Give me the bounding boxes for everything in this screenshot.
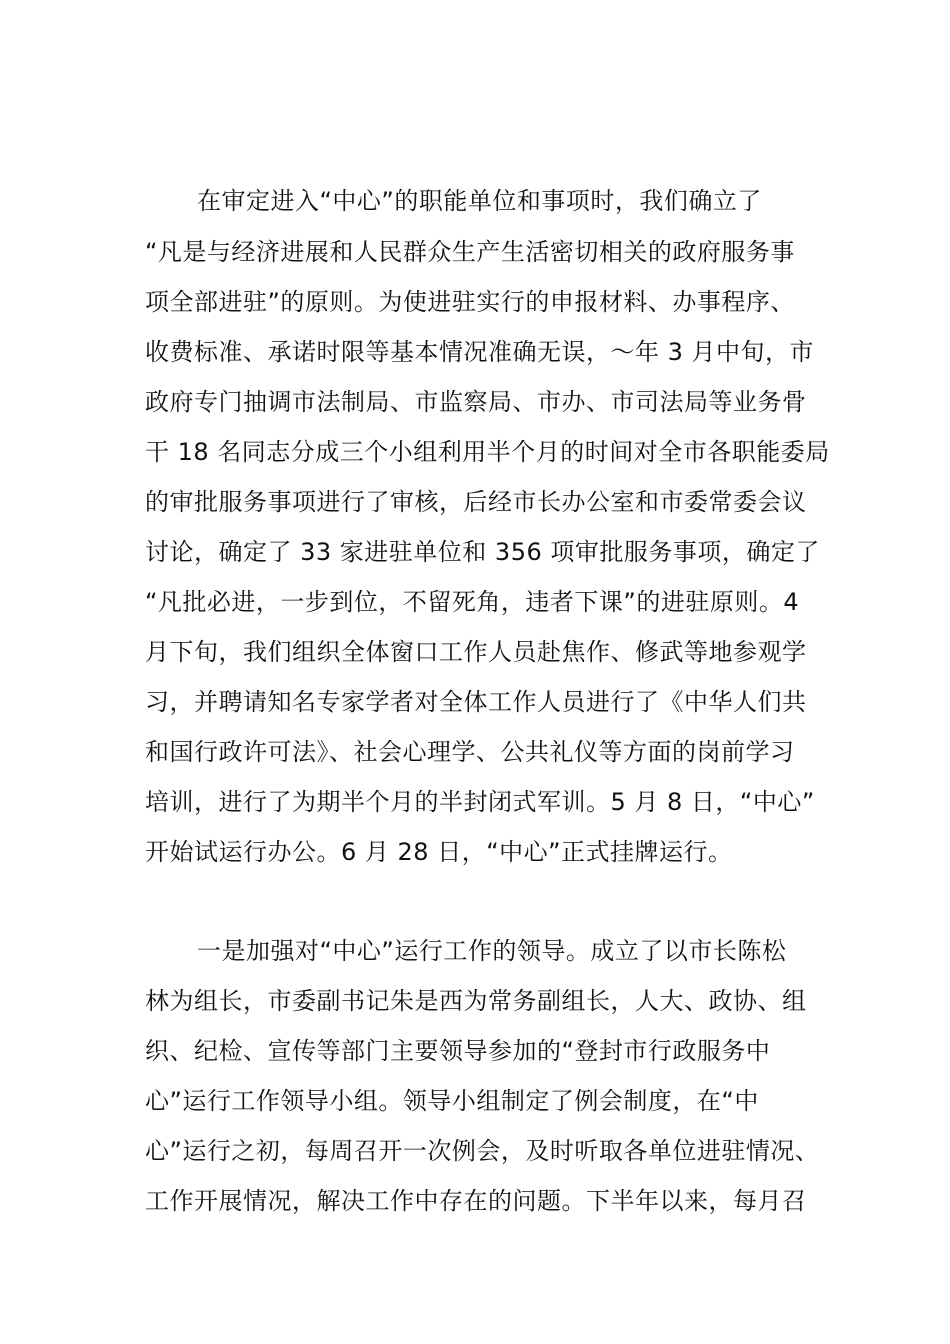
- paragraph-1-line-5: 政府专门抽调市法制局、市监察局、市办、市司法局等业务骨: [145, 388, 807, 416]
- paragraph-1-line-9: “凡批必进，一步到位，不留死角，违者下课”的进驻原则。4: [145, 588, 800, 616]
- paragraph-1-line-11: 习，并聘请知名专家学者对全体工作人员进行了《中华人们共: [145, 688, 807, 716]
- paragraph-1-line-10: 月下旬，我们组织全体窗口工作人员赴焦作、修武等地参观学: [145, 638, 807, 666]
- paragraph-1-line-1: 在审定进入“中心”的职能单位和事项时，我们确立了: [197, 187, 762, 215]
- paragraph-1-line-3: 项全部进驻”的原则。为使进驻实行的申报材料、办事程序、: [145, 288, 795, 316]
- paragraph-2-line-1: 一是加强对“中心”运行工作的领导。成立了以市长陈松: [197, 937, 787, 965]
- paragraph-1-line-13: 培训，进行了为期半个月的半封闭式军训。5 月 8 日，“中心”: [145, 788, 815, 816]
- paragraph-1-line-4: 收费标准、承诺时限等基本情况准确无误，～年 3 月中旬，市: [145, 338, 815, 366]
- paragraph-1-line-7: 的审批服务事项进行了审核，后经市长办公室和市委常委会议: [145, 488, 807, 516]
- paragraph-2-line-3: 织、纪检、宣传等部门主要领导参加的“登封市行政服务中: [145, 1037, 771, 1065]
- paragraph-2-line-2: 林为组长，市委副书记朱是西为常务副组长，人大、政协、组: [145, 987, 807, 1015]
- paragraph-1-line-8: 讨论，确定了 33 家进驻单位和 356 项审批服务事项，确定了: [145, 538, 820, 566]
- paragraph-1-line-2: “凡是与经济进展和人民群众生产生活密切相关的政府服务事: [145, 238, 795, 266]
- paragraph-2-line-5: 心”运行之初，每周召开一次例会，及时听取各单位进驻情况、: [145, 1137, 820, 1165]
- paragraph-1-line-12: 和国行政许可法》、社会心理学、公共礼仪等方面的岗前学习: [145, 738, 795, 766]
- paragraph-1-line-14: 开始试运行办公。6 月 28 日，“中心”正式挂牌运行。: [145, 838, 733, 866]
- paragraph-2-line-4: 心”运行工作领导小组。领导小组制定了例会制度，在“中: [145, 1087, 759, 1115]
- paragraph-1-line-6: 干 18 名同志分成三个小组利用半个月的时间对全市各职能委局: [145, 438, 830, 466]
- paragraph-2-line-6: 工作开展情况，解决工作中存在的问题。下半年以来，每月召: [145, 1187, 807, 1215]
